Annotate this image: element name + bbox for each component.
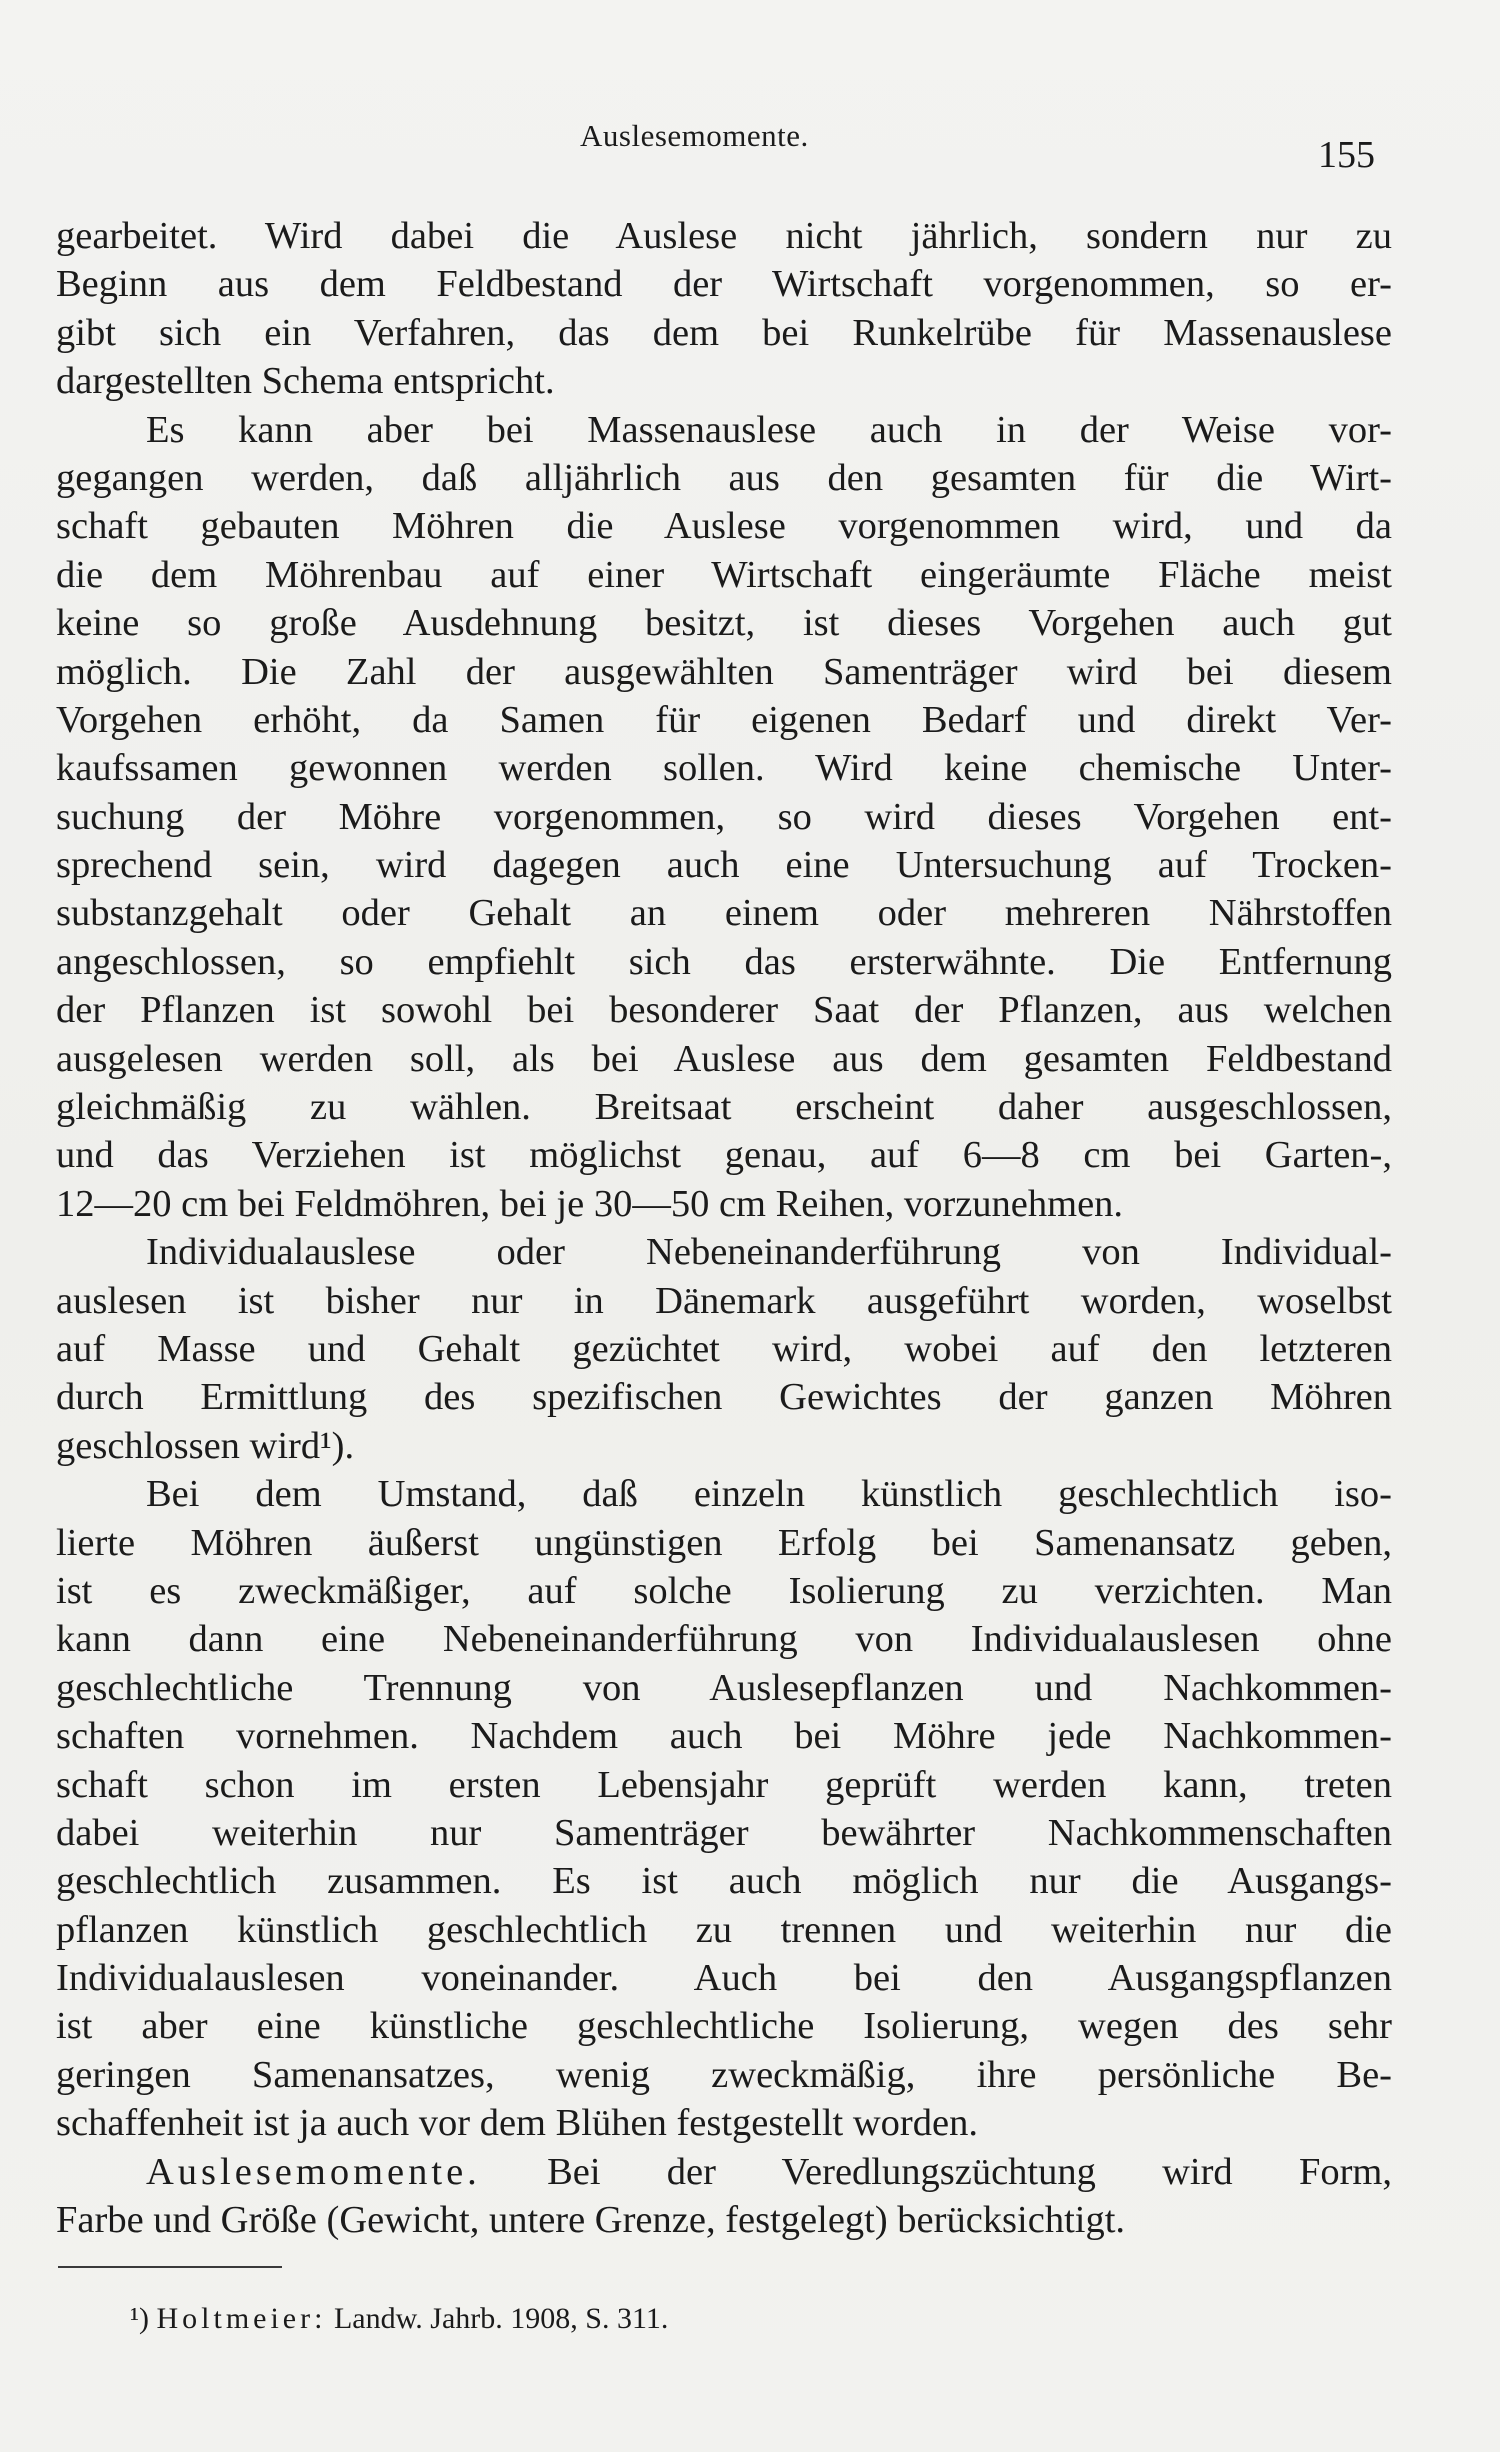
- running-title: Auslesemomente.: [580, 118, 809, 153]
- text-line: dabei weiterhin nur Samenträger bewährter Nachkommenschaften: [56, 1811, 1392, 1854]
- text-line: suchung der Möhre vorgenommen, so wird dieses Vorgehen ent-: [56, 795, 1392, 838]
- footnote-text: Landw. Jahrb. 1908, S. 311.: [333, 2302, 669, 2335]
- text-line: Beginn aus dem Feldbestand der Wirtschaft vorgenommen, so er-: [56, 263, 1392, 306]
- text-line: durch Ermittlung des spezifischen Gewichtes der ganzen Möhren: [56, 1376, 1392, 1419]
- text-line: Farbe und Größe (Gewicht, untere Grenze, festgelegt) berücksichtigt.: [56, 2199, 1126, 2242]
- text-line: [56, 2148, 1392, 2196]
- text-line: Individualauslesen voneinander. Auch bei den Ausgangspflanzen: [56, 1957, 1392, 2000]
- text-line: dargestellten Schema entspricht.: [56, 360, 555, 403]
- text-line: ausgelesen werden soll, als bei Auslese aus dem gesamten Feldbestand: [56, 1037, 1392, 1080]
- text-line: geschlechtlich zusammen. Es ist auch möglich nur die Ausgangs-: [56, 1860, 1392, 1903]
- text-line: schaft gebauten Möhren die Auslese vorgenommen wird, und da: [56, 505, 1392, 548]
- text-line: ist es zweckmäßiger, auf solche Isolierung zu verzichten. Man: [56, 1569, 1392, 1612]
- footnote: [130, 2302, 668, 2336]
- text-line-rest: Bei der Veredlungszüchtung wird Form,: [547, 2150, 1392, 2193]
- text-line: ist aber eine künstliche geschlechtliche Isolierung, wegen des sehr: [56, 2005, 1392, 2048]
- text-line: auf Masse und Gehalt gezüchtet wird, wobei auf den letzteren: [56, 1327, 1392, 1370]
- text-line: Es kann aber bei Massenauslese auch in der Weise vor-: [146, 408, 1392, 451]
- text-line: lierte Möhren äußerst ungünstigen Erfolg bei Samenansatz geben,: [56, 1521, 1392, 1564]
- text-line: Vorgehen erhöht, da Samen für eigenen Bedarf und direkt Ver-: [56, 698, 1392, 741]
- text-line: schaften vornehmen. Nachdem auch bei Möhre jede Nachkommen-: [56, 1715, 1392, 1758]
- text-line: gleichmäßig zu wählen. Breitsaat erscheint daher ausgeschlossen,: [56, 1086, 1392, 1129]
- text-line: schaft schon im ersten Lebensjahr geprüft werden kann, treten: [56, 1763, 1392, 1806]
- text-line: kann dann eine Nebeneinanderführung von Individualauslesen ohne: [56, 1618, 1392, 1661]
- text-line: gibt sich ein Verfahren, das dem bei Runkelrübe für Massenauslese: [56, 311, 1392, 354]
- footnote-author: Holtmeier:: [156, 2302, 327, 2335]
- text-line: Individualauslese oder Nebeneinanderführung von Individual-: [146, 1231, 1392, 1274]
- text-line: kaufssamen gewonnen werden sollen. Wird keine chemische Unter-: [56, 747, 1392, 790]
- page-number: 155: [1318, 134, 1375, 176]
- text-line: sprechend sein, wird dagegen auch eine Untersuchung auf Trocken-: [56, 844, 1392, 887]
- text-line: Bei dem Umstand, daß einzeln künstlich geschlechtlich iso-: [146, 1473, 1392, 1516]
- text-line: keine so große Ausdehnung besitzt, ist dieses Vorgehen auch gut: [56, 602, 1392, 645]
- footnote-divider: [58, 2266, 282, 2268]
- section-lead-spaced: Auslesemomente.: [146, 2150, 481, 2193]
- text-line: auslesen ist bisher nur in Dänemark ausgeführt worden, woselbst: [56, 1279, 1392, 1322]
- text-line: möglich. Die Zahl der ausgewählten Samenträger wird bei diesem: [56, 650, 1392, 693]
- text-line: und das Verziehen ist möglichst genau, auf 6—8 cm bei Garten-,: [56, 1134, 1392, 1177]
- text-line: substanzgehalt oder Gehalt an einem oder mehreren Nährstoffen: [56, 892, 1392, 935]
- text-line: gearbeitet. Wird dabei die Auslese nicht jährlich, sondern nur zu: [56, 215, 1392, 257]
- text-line: geringen Samenansatzes, wenig zweckmäßig, ihre persönliche Be-: [56, 2053, 1392, 2096]
- text-line: der Pflanzen ist sowohl bei besonderer Saat der Pflanzen, aus welchen: [56, 989, 1392, 1032]
- text-line: angeschlossen, so empfiehlt sich das ersterwähnte. Die Entfernung: [56, 940, 1392, 983]
- text-line: pflanzen künstlich geschlechtlich zu trennen und weiterhin nur die: [56, 1908, 1392, 1951]
- text-line: die dem Möhrenbau auf einer Wirtschaft eingeräumte Fläche meist: [56, 553, 1392, 596]
- text-line: 12—20 cm bei Feldmöhren, bei je 30—50 cm Reihen, vorzunehmen.: [56, 1182, 1124, 1225]
- body-text: [56, 212, 1392, 2244]
- text-line: gegangen werden, daß alljährlich aus den gesamten für die Wirt-: [56, 456, 1392, 499]
- text-line: schaffenheit ist ja auch vor dem Blühen festgestellt worden.: [56, 2102, 978, 2145]
- footnote-marker: ¹): [130, 2302, 149, 2335]
- text-line: geschlossen wird¹).: [56, 1424, 355, 1467]
- text-line: geschlechtliche Trennung von Auslesepflanzen und Nachkommen-: [56, 1666, 1392, 1709]
